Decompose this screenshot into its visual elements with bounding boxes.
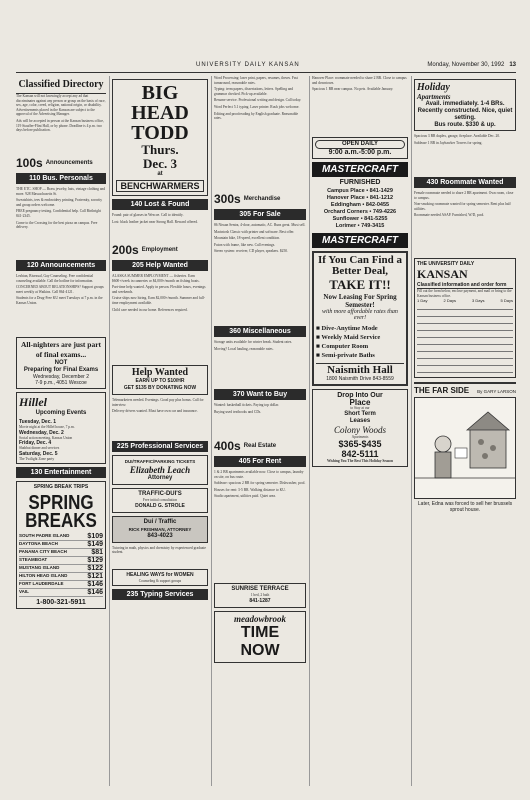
category-140-lost-found: 140 Lost & Found <box>112 199 208 210</box>
form-line[interactable] <box>417 305 513 310</box>
category-370-want-to-buy: 370 Want to Buy <box>214 389 306 400</box>
classified-directory-title: Classified Directory <box>16 76 106 94</box>
price-row: FORT LAUDERDALE $146 <box>19 581 103 589</box>
newspaper-name: UNIVERSITY DAILY KANSAN <box>196 62 300 68</box>
page-header <box>16 62 516 73</box>
far-side-header: THE FAR SIDE By GARY LARSON <box>414 382 516 395</box>
column-5 <box>414 76 516 786</box>
traffic-dui-ad: TRAFFIC-DUI'S Free initial consultation DONALD G. STROLE <box>112 488 208 513</box>
mastercraft-logo: MASTERCRAFT <box>312 162 408 177</box>
classified-order-form: THE UNIVERSITY DAILY KANSAN Classified information and order form Fill out the form below, enclose payment, and mail or bring to the Kansan business office. 1 Day 2 Days 3 Days 5 Days <box>414 258 516 378</box>
continued-listings: Word Processing: laser print, papers, resumes, theses. Fast turnaround, reasonable rates. Typing: term papers, dissertations, letters. Spelling and grammar checked. Pick-up available. Resume service. Professional writing and design. Call today. Word Perfect 5.1 typing. Laser printer. Rush jobs welcome. Editing and proofreading by English graduate. Reasonable rates. <box>214 76 302 121</box>
category-205-help-wanted: 205 Help Wanted <box>112 260 208 271</box>
category-400s: 400s Real Estate <box>214 439 277 453</box>
category-110-bus-personals: 110 Bus. Personals <box>16 173 106 184</box>
sunrise-terrace-ad: SUNRISE TERRACE 1 bed, 2 bath 841-1287 <box>214 583 306 608</box>
rent-listings-col5: Spacious 3 BR duplex, garage, fireplace. Available Dec. 20. Sublease 1 BR in Jayhawker Towers for spring. <box>414 134 501 145</box>
price-row: HILTON HEAD ISLAND $121 <box>19 573 103 581</box>
spring-break-ad: SPRING BREAK TRIPS SPRING BREAKS SOUTH PADRE ISLAND $109 DAYTONA BEACH $149 PANAMA CITY BEACH $81 STEAMBOAT $129 MUSTANG ISLAND $122 HILTON HEAD ISLAND $121 FORT LAUDERDALE $146 VAIL $146 1-800-321-5911 <box>16 481 106 609</box>
form-line[interactable] <box>417 354 513 359</box>
apartment-listing: Orchard Corners • 749-4226 <box>323 209 397 215</box>
category-235-typing-services: 235 Typing Services <box>112 589 208 600</box>
form-line[interactable] <box>417 319 513 324</box>
all-nighters-ad: All-nighters are just part of final exams... NOT Preparing for Final Exams Wednesday, December 2 7-9 p.m., 4051 Wescoe <box>16 337 106 389</box>
holiday-apartments-ad: Holiday Apartments Avail. immediately. 1-4 BRs. Recently constructed. Nice, quiet setting. Bus route. $330 & up. <box>414 79 516 131</box>
category-300s: 300s Merchandise <box>214 192 281 206</box>
far-side-cartoon <box>414 397 516 499</box>
dui-attorney-ad: DUI/TRAFFIC/PARKING TICKETS Elizabeth Leach Attorney <box>112 455 208 485</box>
announcements-listings: Lesbian, Bisexual, Gay Counseling. Free confidential counseling available. Call the hotline for information. CONCERNED ABOUT RELATIONSHIPS? Support groups meet weekly at Watkins. Call 864-4121. Students for a Drug-Free KU meet Tuesdays at 7 p.m. in the Kansas Union. <box>16 274 104 305</box>
form-line[interactable] <box>417 361 513 366</box>
column-rule <box>211 76 212 786</box>
category-130-entertainment: 130 Entertainment <box>16 467 106 478</box>
apartment-listing: Campus Place • 841-1429 <box>327 188 393 194</box>
category-430-roommate-wanted: 430 Roommate Wanted <box>414 177 516 188</box>
healing-ways-ad: HEALING WAYS for WOMEN Counseling & support groups <box>112 569 208 587</box>
price-row: PANAMA CITY BEACH $81 <box>19 549 103 557</box>
apartment-listing: Hanover Place • 841-1212 <box>326 195 394 201</box>
column-rule <box>411 76 412 786</box>
form-rate-table: 1 Day 2 Days 3 Days 5 Days <box>417 298 513 304</box>
category-200s: 200s Employment <box>112 243 178 257</box>
form-line[interactable] <box>417 347 513 352</box>
help-wanted-ad: Help Wanted EARN UP TO $10/HR GET $135 BY DONATING NOW <box>112 365 208 395</box>
apartment-listing: Eddingham • 842-0455 <box>330 202 390 208</box>
price-row: STEAMBOAT $129 <box>19 557 103 565</box>
price-row: SOUTH PADRE ISLAND $109 <box>19 533 103 541</box>
more-help-wanted: Telemarketers needed. Evenings. Good pay plus bonus. Call for interview. Delivery drivers wanted. Must have own car and insurance. <box>112 398 204 414</box>
help-wanted-listings: ALASKA SUMMER EMPLOYMENT — fisheries. Earn $600+/week in canneries or $4,000+/month on fishing boats. Part-time help wanted. Apply in person. Flexible hours, evenings and weekends. Cruise ships now hiring. Earn $2,000+/month. Summer and full-time employment available. Child care needed in our home. References required. <box>112 274 206 312</box>
cartoon-illustration-icon <box>415 398 515 498</box>
for-rent-listings: 1 & 2 BR apartments available now. Close to campus, laundry on site, on bus route. Sublease: spacious 2 BR for spring semester. Dishwasher, pool. Houses for rent: 3-5 BR. Walking distance to KU. Studio apartment, utilities paid. Quiet area. <box>214 470 306 499</box>
professional-services-text: Tutoring in math, physics and chemistry by experienced graduate student. <box>112 545 206 555</box>
rent-continued: Hanover Place: roommate needed to share 2 BR. Close to campus and downtown. Spacious 1 BR near campus. No pets. Available January. <box>312 76 407 92</box>
hillel-ad: Hillel Upcoming Events Tuesday, Dec. 1 Movie night at the Hillel house, 7 p.m. Wednesday, Dec. 2 Social action meeting, Kansas Union Friday, Dec. 4 Shabbat dinner and services Saturday, Dec. 5 The Twilight Zone party <box>16 392 106 464</box>
apartment-places-list <box>312 188 408 230</box>
category-225-professional-services: 225 Professional Services <box>112 441 208 452</box>
apartment-listing: Lorimer • 749-3415 <box>335 223 385 229</box>
form-line[interactable] <box>417 340 513 345</box>
deal-item: ■ Weekly Maid Service <box>316 334 381 341</box>
deal-item: ■ Computer Room <box>316 343 369 350</box>
category-405-for-rent: 405 For Rent <box>214 456 306 467</box>
want-to-buy-listings: Wanted: basketball tickets. Paying top dollar. Buying used textbooks and CDs. <box>214 403 279 414</box>
mastercraft-logo-2: MASTERCRAFT <box>312 233 408 248</box>
category-100s: 100s Announcements <box>16 156 93 170</box>
naismith-hall-ad: If You Can Find a Better Deal, TAKE IT!! Now Leasing For Spring Semester! with more affordable rates than ever! ■ Dive-Anytime Mode ■ Weekly Maid Service ■ Computer Room ■ Semi-private Baths Naismith Hall 1800 Naismith Drive 843-8559 <box>312 251 408 386</box>
rick-frishman-ad: Dui / Traffic RICK FRISHMAN, ATTORNEY 843-4023 <box>112 516 208 543</box>
form-line[interactable] <box>417 326 513 331</box>
deal-list <box>316 324 404 360</box>
column-2 <box>112 76 208 786</box>
bus-personals-listings: THE ETC. SHOP — Brass jewelry, hats, vintage clothing and more. 928 Massachusetts St. Sweatshirts, tees & embroidery printing. Fraternity, sorority and group orders welcome. FREE pregnancy testing. Confidential help. Call Birthright 841-2345. Come to the Crossing for the best pizza on campus. Free delivery. <box>16 187 106 230</box>
deal-item: ■ Semi-private Baths <box>316 352 375 359</box>
column-rule <box>309 76 310 786</box>
open-daily-ad: OPEN DAILY 9:00 a.m.-5:00 p.m. <box>312 137 408 159</box>
column-rule <box>109 76 110 786</box>
price-row: MUSTANG ISLAND $122 <box>19 565 103 573</box>
miscellaneous-listings: Storage units available for winter break. Student rates. Moving? Local hauling, reasonable rates. <box>214 340 293 351</box>
colony-woods-ad: Drop Into Our Place to Stay at our Short Term Leases Colony Woods Apartments $365-$435 842-5111 Wishing You The Best This Holiday Season <box>312 389 408 467</box>
column-4: Hanover Place: roommate needed to share 2 BR. Close to campus and downtown. Spacious 1 BR near campus. No pets. Available January. OPEN DAILY 9:00 a.m.-5:00 p.m. MASTERCRAFT FURNISHED Campus Place • 841-1429 Hanover Place • 841-1212 Eddingham • 842-0455 Orchard Corners • 749-4226 Sunflower • 841-5255 Lorimer • 749-3415 MASTERCRAFT If You Can Find a Better Deal, TAKE IT!! Now Leasing For Spring Semester! with more affordable rates than ever! ■ Dive-Anytime Mode ■ Weekly Maid Service ■ Computer Room ■ Semi-private Baths Naismith Hall 1800 Naismith Drive 843-8559 Drop Into Our Place to Stay at our Short Term Leases Colony Woods Apartments $365-$435 842-5111 Wishing You The Best This Holiday Season <box>312 76 408 786</box>
apartment-listing: Sunflower • 841-5255 <box>332 216 388 222</box>
far-side-caption: Later, Edna was forced to sell her brussels sprout house. <box>417 501 513 514</box>
directory-policy-text: The Kansan will not knowingly accept any ad that discriminates against any person or group on the basis of race, sex, age, color, creed, religion, national origin, or disability. Advertisements placed in the Kansan are subject to the approval of the Advertising Manager. Ads will be accepted in person at the Kansan business office, 119 Stauffer-Flint Hall, or by phone. Deadline is 4 p.m. two days before publication. <box>16 94 106 133</box>
spring-break-phone[interactable]: 1-800-321-5911 <box>36 599 86 607</box>
form-line[interactable] <box>417 312 513 317</box>
column-1 <box>16 76 106 786</box>
meadowbrook-ad: meadowbrook TIME NOW <box>214 611 306 663</box>
form-line[interactable] <box>417 368 513 373</box>
spring-break-price-list <box>19 533 103 597</box>
price-row: DAYTONA BEACH $149 <box>19 541 103 549</box>
category-305-for-sale: 305 For Sale <box>214 209 306 220</box>
roommate-listings: Female roommate needed to share 2 BR apartment. Own room, close to campus. Non-smoking roommate wanted for spring semester. Rent plus half utilities. Roommate needed ASAP. Furnished, W/D, pool. <box>414 191 514 218</box>
big-head-todd-ad: BIG HEAD TODD Thurs. Dec. 3 at BENCHWARMERS <box>112 79 208 196</box>
for-sale-listings: 86 Nissan Sentra, 4-door, automatic, AC. Runs great. Must sell. Macintosh Classic with printer and software. Best offer. Mountain bike, 18-speed, excellent condition. Futon with frame, like new. Call evenings. Stereo system: receiver, CD player, speakers. $250. <box>214 223 306 254</box>
category-360-miscellaneous: 360 Miscellaneous <box>214 326 306 337</box>
page-date: Monday, November 30, 1992 13 <box>427 62 516 68</box>
deal-item: ■ Dive-Anytime Mode <box>316 325 378 332</box>
lost-found-listings: Found: pair of glasses in Wescoe. Call to identify. Lost: black leather jacket near Strong Hall. Reward offered. <box>112 213 198 224</box>
price-row: VAIL $146 <box>19 589 103 597</box>
column-3 <box>214 76 306 786</box>
category-120-announcements: 120 Announcements <box>16 260 106 271</box>
form-line[interactable] <box>417 333 513 338</box>
